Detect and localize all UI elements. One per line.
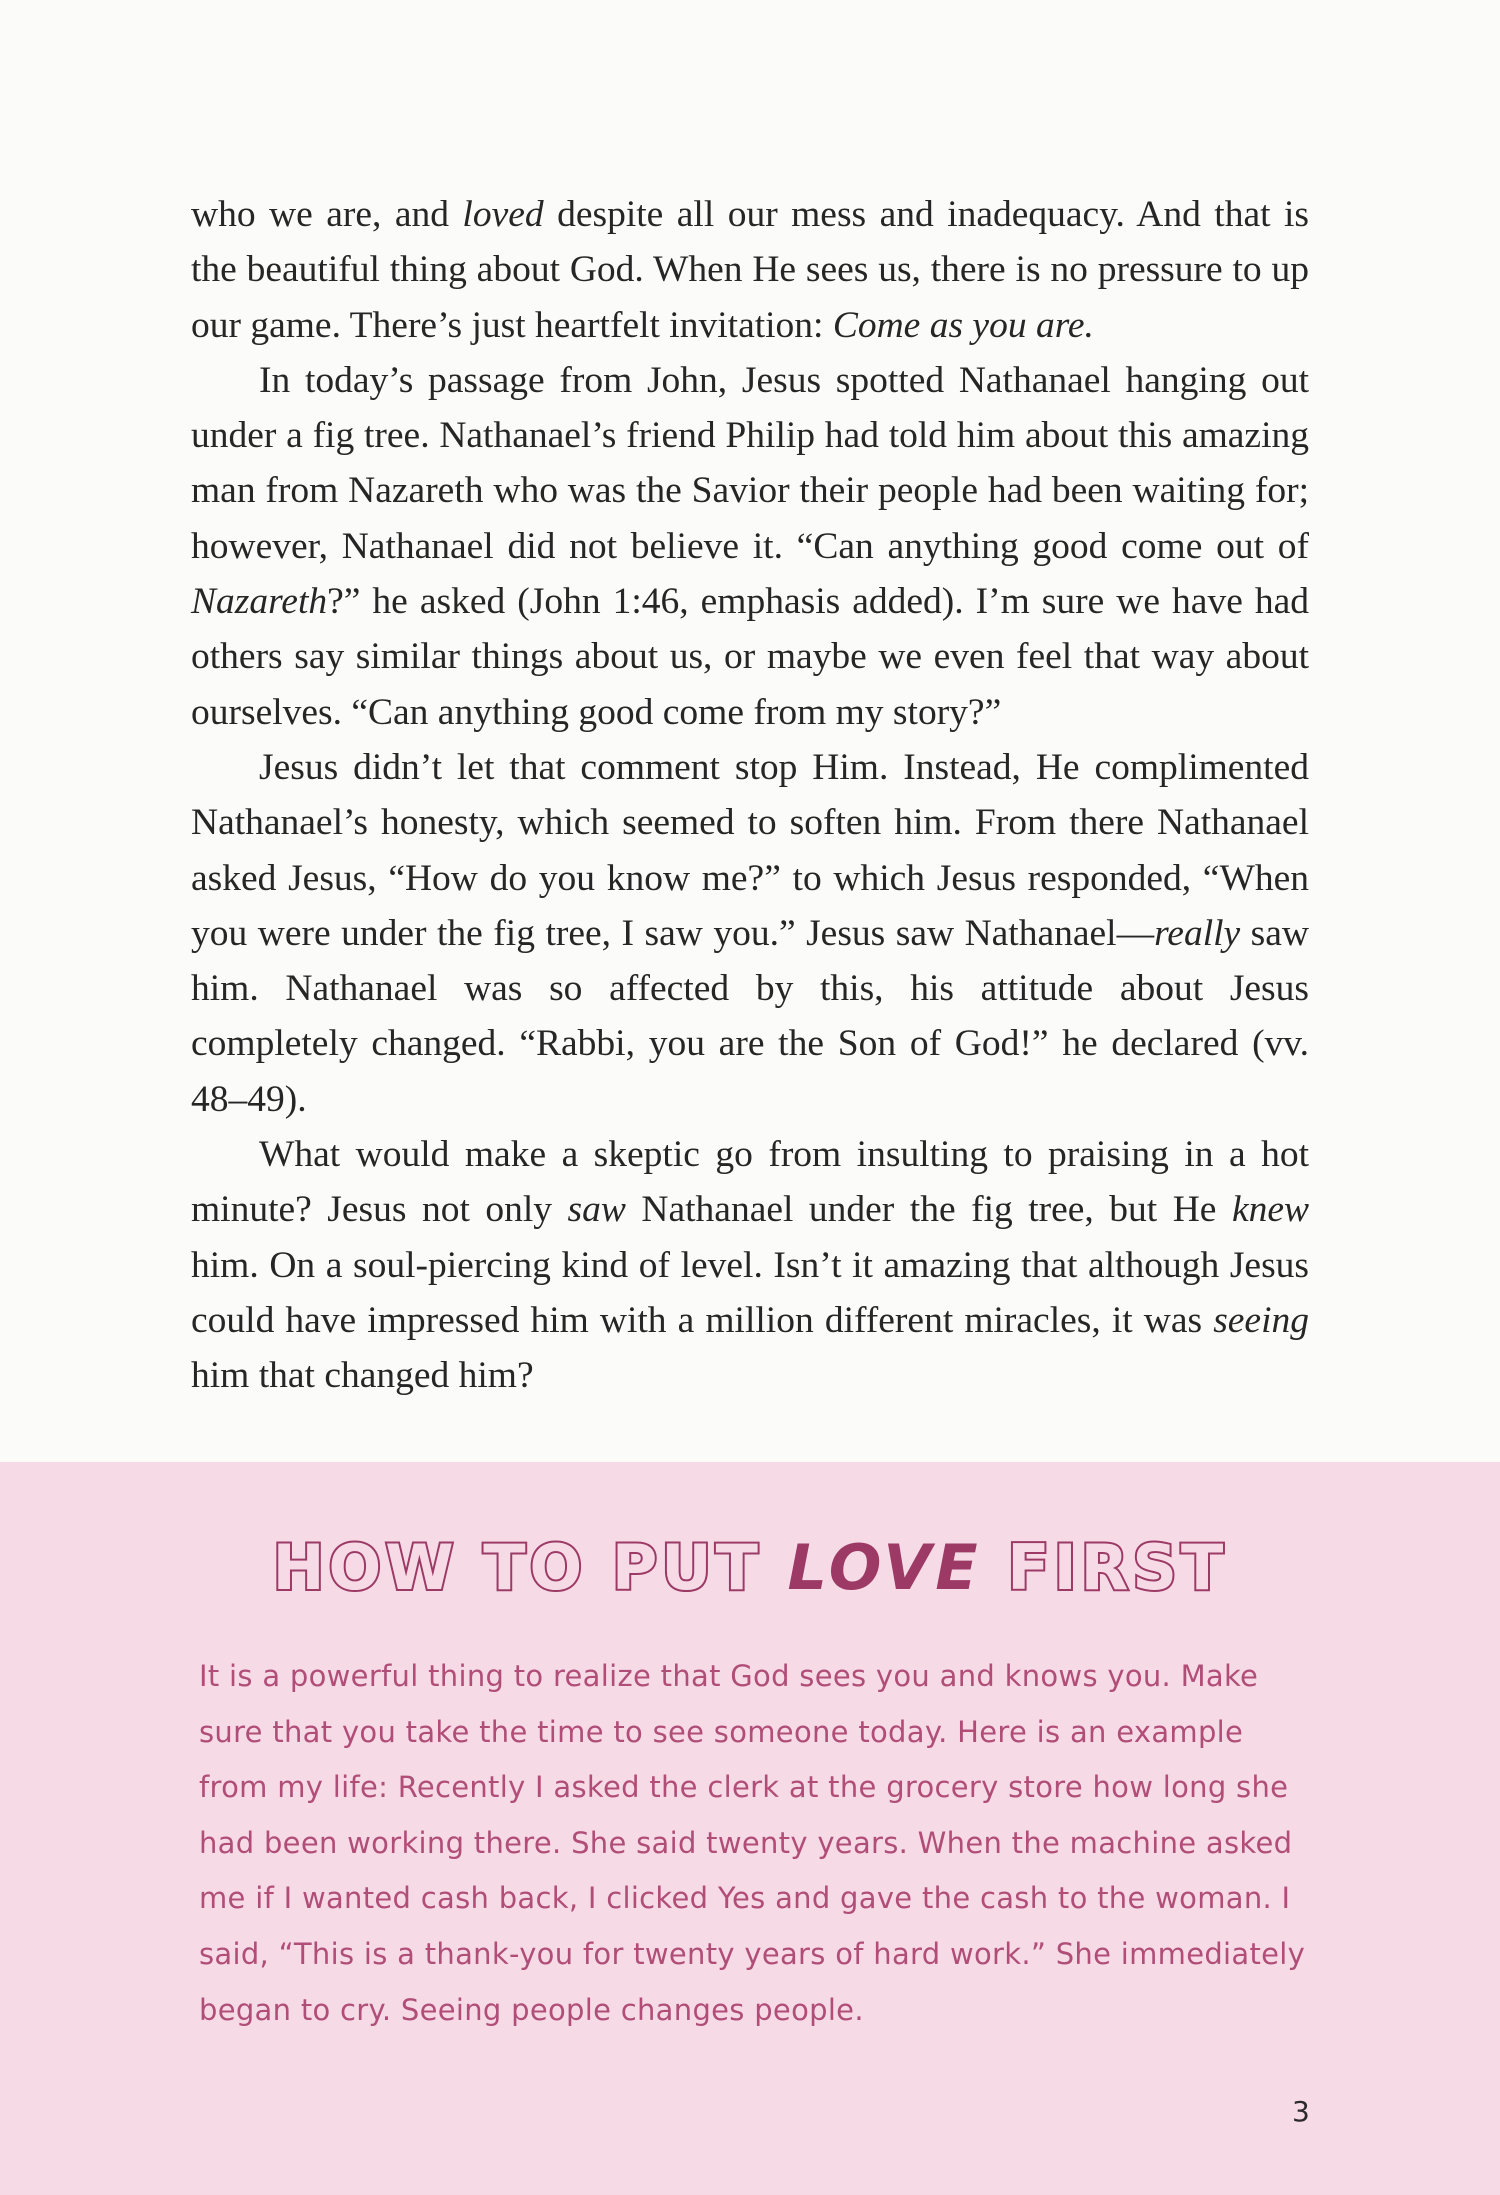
text-run: him that changed him?: [191, 1355, 534, 1397]
body-text: [191, 187, 1309, 1404]
emphasis: really: [1154, 912, 1241, 954]
feature-body: It is a powerful thing to realize that God sees you and knows you. Make sure that you take the time to see someone today. Here is an example from my life: Recently I asked the clerk at the grocery store how long she had been working there. She said twenty years. When the machine asked me if I wanted cash back, I clicked Yes and gave the cash to the woman. I said, “This is a thank-you for twenty years of hard work.” She immediately began to cry. Seeing people changes people.: [199, 1659, 1306, 2027]
text-run: ?” he asked (John 1:46, emphasis added). I’m sure we have had others say similar things about us, or maybe we even feel that way about ourselves. “Can anything good come from my story?”: [191, 581, 1309, 733]
text-run: Nathanael under the fig tree, but He: [625, 1189, 1232, 1231]
emphasis: seeing: [1213, 1299, 1309, 1341]
text-run: Jesus didn’t let that comment stop Him. Instead, He complimented Nathanael’s honesty, which seemed to soften him. From there Nathanael asked Jesus, “How do you know me?” to which Jesus responded, “When you were under the fig tree, I saw you.” Jesus saw Nathanael—: [191, 746, 1309, 954]
text-run: him. On a soul-piercing kind of level. Isn’t it amazing that although Jesus could have impressed him with a million different miracles, it was: [191, 1244, 1309, 1341]
feature-title: [0, 1531, 1500, 1604]
feature-box: [0, 1462, 1500, 2195]
paragraph-2: [191, 353, 1309, 740]
text-run: In today’s passage from John, Jesus spotted Nathanael hanging out under a fig tree. Nathanael’s friend Philip had told him about this amazing man from Nazareth who was the Savior their people had been waiting for; however, Nathanael did not believe it. “Can anything good come out of: [191, 359, 1309, 567]
emphasis: saw: [567, 1189, 626, 1231]
paragraph-4: [191, 1127, 1309, 1403]
title-outline-text: FIRST: [981, 1531, 1228, 1604]
emphasis: Nazareth: [191, 581, 328, 623]
text-run: despite all our mess and inadequacy. And that is the beautiful thing about God. When He sees us, there is no pressure to up our game. There’s just heartfelt invitation:: [191, 194, 1309, 346]
text-run: What would make a skeptic go from insulting to praising in a hot minute? Jesus not only: [191, 1134, 1309, 1231]
emphasis: Come as you are.: [832, 304, 1094, 346]
page-number: 3: [1292, 2095, 1310, 2128]
paragraph-3: [191, 740, 1309, 1127]
text-run: who we are, and: [191, 194, 463, 235]
paragraph-1: [191, 187, 1309, 353]
text-run: saw him. Nathanael was so affected by this, his attitude about Jesus completely changed. “Rabbi, you are the Son of God!” he declared (vv. 48–49).: [191, 912, 1309, 1120]
emphasis: knew: [1231, 1189, 1309, 1231]
emphasis: loved: [462, 194, 544, 235]
title-solid-text: LOVE: [787, 1531, 982, 1604]
title-outline-text: HOW TO PUT: [272, 1531, 788, 1604]
